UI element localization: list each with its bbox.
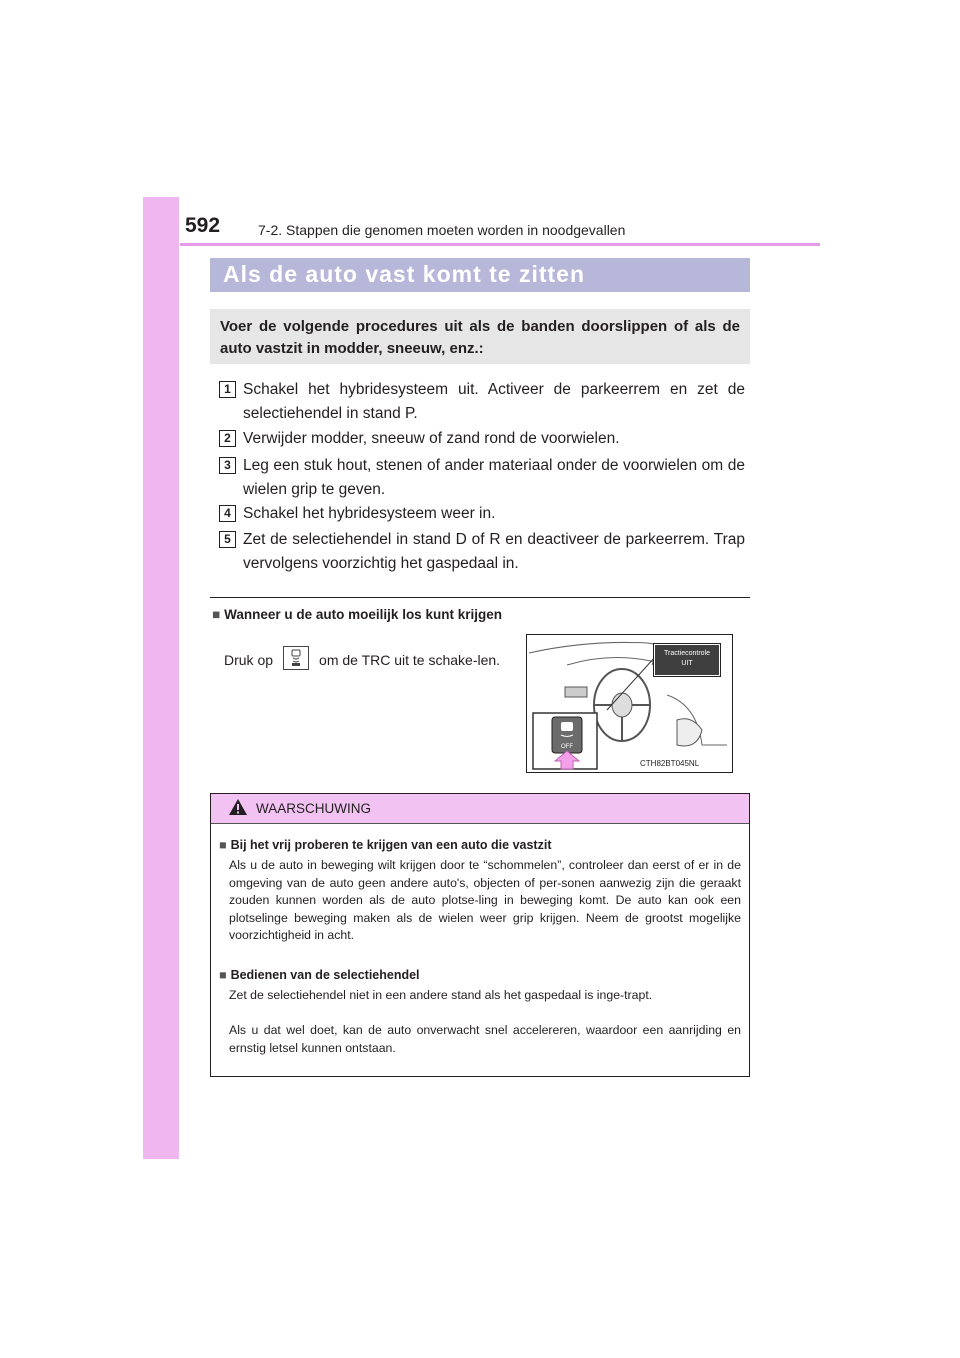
step-text-4: Schakel het hybridesysteem weer in. bbox=[243, 505, 496, 522]
step-number-1: 1 bbox=[219, 381, 236, 398]
warning-item-2-text: Zet de selectiehendel niet in een andere stand als het gaspedaal is inge-trapt. bbox=[229, 988, 653, 1002]
header-rule bbox=[180, 243, 820, 246]
step-number-3: 3 bbox=[219, 457, 236, 474]
square-bullet-icon: ■ bbox=[219, 968, 227, 982]
step-text-1: Schakel het hybridesysteem uit. Activeer de parkeerrem en zet de selectiehendel in stand P. bbox=[243, 381, 745, 422]
callout-line-2: UIT bbox=[681, 660, 693, 667]
warning-header bbox=[211, 794, 749, 824]
trc-off-callout bbox=[654, 644, 720, 676]
step-number-2: 2 bbox=[219, 430, 236, 447]
warning-item-2-text-2: Als u dat wel doet, kan de auto onverwacht snel accelereren, waardoor een aanrijding en ernstig letsel kunnen ontstaan. bbox=[229, 1023, 741, 1055]
chapter-sidebar-tab bbox=[143, 197, 179, 1159]
warning-title: WAARSCHUWING bbox=[256, 801, 371, 816]
intro-text: Voer de volgende procedures uit als de banden doorslippen of als de auto vastzit in modder, sneeuw, enz.: bbox=[220, 318, 740, 357]
callout-line-1: Tractiecontrole bbox=[663, 650, 711, 657]
warning-triangle-icon bbox=[228, 798, 248, 816]
warning-item-1-text: Als u de auto in beweging wilt krijgen door te “schommelen”, controleer dan eerst of er in de omgeving van de auto geen andere auto's, objecten of per-sonen aanwezig zijn die geraakt zouden kunnen worden als de auto plotse-ling in beweging komt. De auto kan ook een plotselinge beweging maken als de wielen weer grip krijgen. Neem de grootst mogelijke voorzichtigheid in acht. bbox=[229, 858, 741, 942]
intro-box bbox=[210, 309, 750, 364]
trc-off-button-icon bbox=[283, 646, 309, 670]
step-text-2: Verwijder modder, sneeuw of zand rond de voorwielen. bbox=[243, 430, 620, 447]
step-number-5: 5 bbox=[219, 531, 236, 548]
step-number-4: 4 bbox=[219, 505, 236, 522]
warning-box bbox=[210, 793, 750, 1077]
warning-item-2-heading bbox=[219, 968, 420, 982]
step-text-5: Zet de selectiehendel in stand D of R en deactiveer de parkeerrem. Trap vervolgens voorzichtig het gaspedaal in. bbox=[243, 531, 745, 572]
warning-item-2-heading-text: Bedienen van de selectiehendel bbox=[230, 968, 420, 982]
section-divider bbox=[210, 597, 750, 598]
instruction-text-after: om de TRC uit te schake-len. bbox=[319, 652, 501, 668]
sub-heading bbox=[212, 607, 502, 622]
page-number: 592 bbox=[185, 214, 221, 237]
warning-item-1-heading bbox=[219, 838, 551, 852]
illustration-code: CTH82BT045NL bbox=[640, 759, 700, 768]
instruction-text-before: Druk op bbox=[224, 652, 274, 668]
sub-heading-text: Wanneer u de auto moeilijk los kunt krijgen bbox=[224, 607, 502, 622]
step-text-3: Leg een stuk hout, stenen of ander materiaal onder de voorwielen om de wielen grip te geven. bbox=[243, 457, 745, 498]
off-button-text: OFF bbox=[561, 744, 573, 750]
warning-item-1-heading-text: Bij het vrij proberen te krijgen van een auto die vastzit bbox=[230, 838, 552, 852]
square-bullet-icon: ■ bbox=[219, 838, 227, 852]
page-title: Als de auto vast komt te zitten bbox=[223, 261, 586, 287]
title-bar bbox=[210, 258, 750, 292]
square-bullet-icon: ■ bbox=[212, 607, 221, 622]
trc-instruction bbox=[224, 645, 506, 676]
section-header: 7-2. Stappen die genomen moeten worden in noodgevallen bbox=[258, 222, 626, 238]
